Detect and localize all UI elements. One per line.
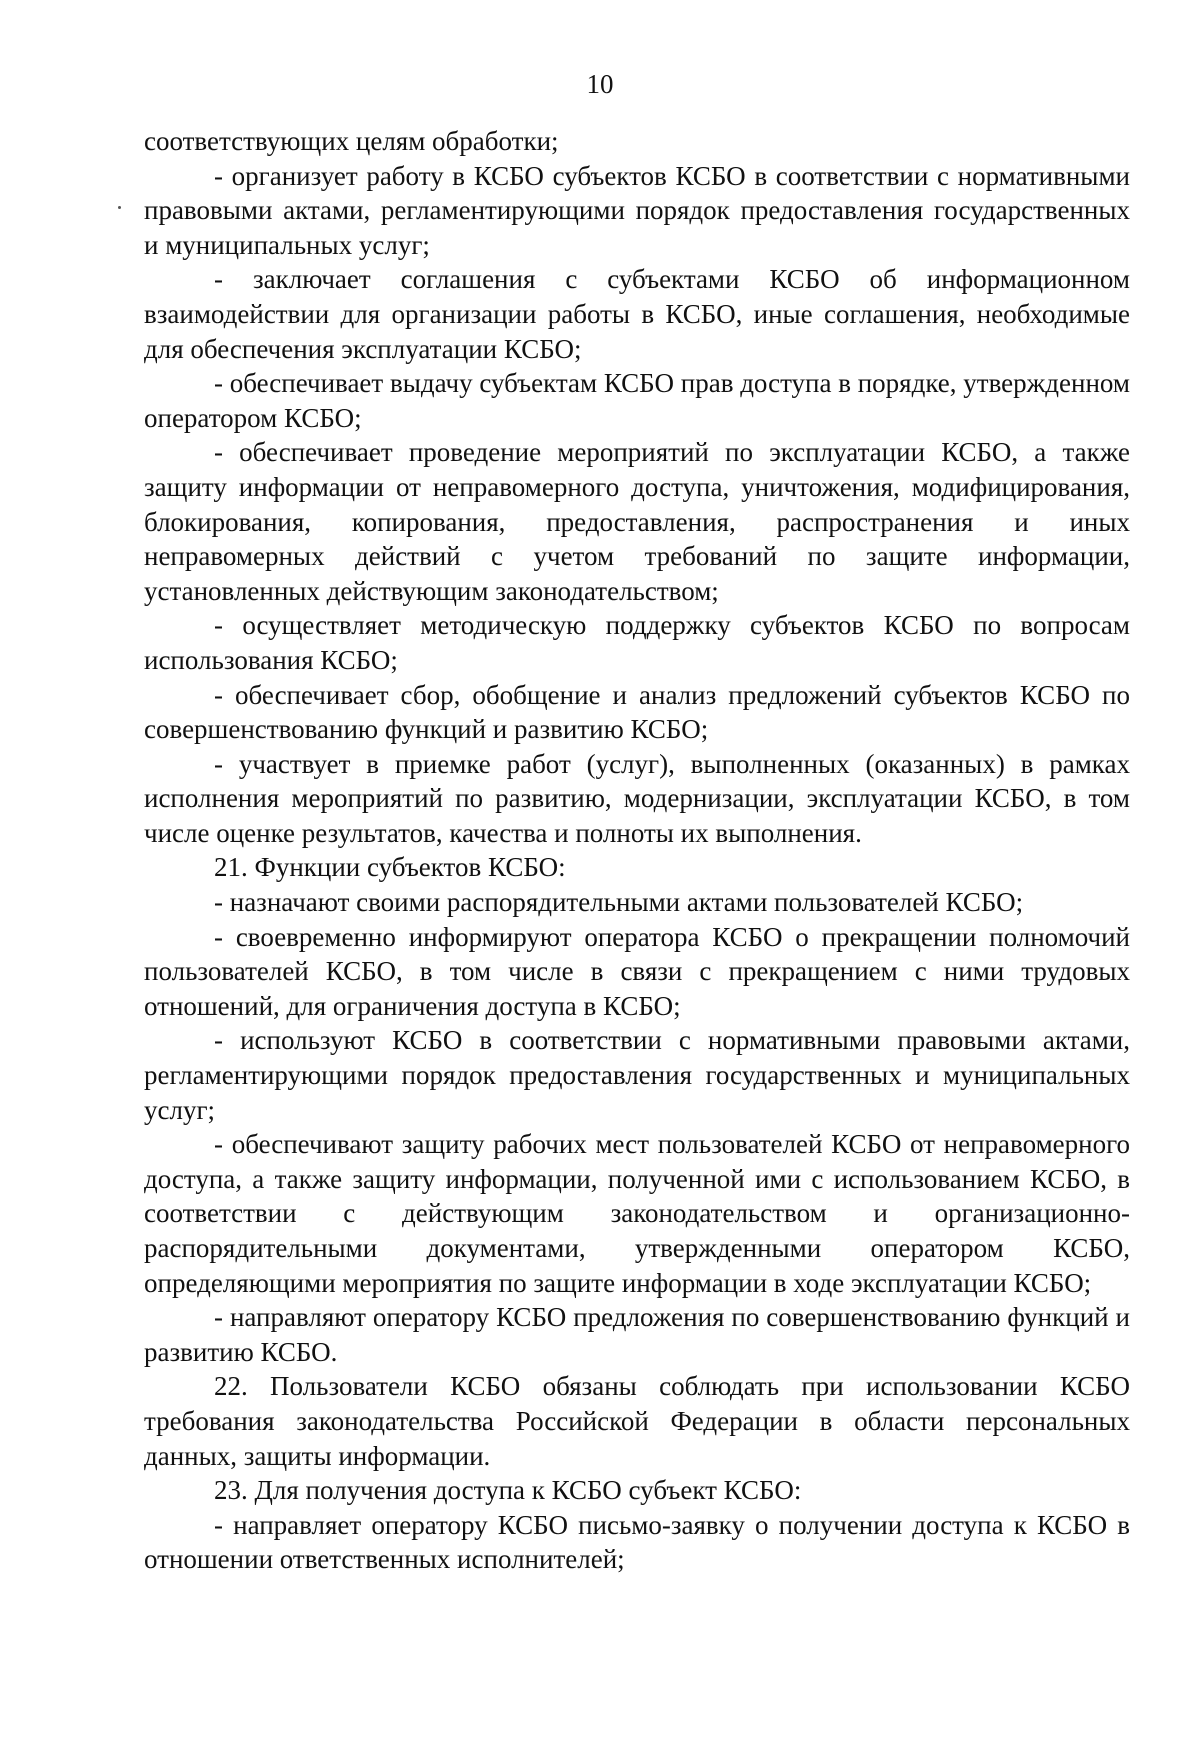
paragraph: - обеспечивают защиту рабочих мест пользователей КСБО от неправомерного доступа, а также защиту информации, полученной ими с использованием КСБО, в соответствии с действующим законодательством и организационно-распорядительными документами, утвержденными оператором КСБО, определяющими мероприятия по защите информации в ходе эксплуатации КСБО; — [144, 1129, 1130, 1298]
paragraph: 21. Функции субъектов КСБО: — [214, 852, 566, 883]
paragraph: 22. Пользователи КСБО обязаны соблюдать при использовании КСБО требования законодательства Российской Федерации в области персональных данных, защиты информации. — [144, 1371, 1130, 1471]
paragraph: - участвует в приемке работ (услуг), выполненных (оказанных) в рамках исполнения мероприятий по развитию, модернизации, эксплуатации КСБО, в том числе оценке результатов, качества и полноты их выполнения. — [144, 748, 1130, 848]
paragraph: - используют КСБО в соответствии с нормативными правовыми актами, регламентирующими порядок предоставления государственных и муниципальных услуг; — [144, 1025, 1130, 1125]
paragraph: - направляет оператору КСБО письмо-заявку о получении доступа к КСБО в отношении ответственных исполнителей; — [144, 1509, 1130, 1575]
paragraph: соответствующих целям обработки; — [144, 126, 559, 156]
paragraph: - осуществляет методическую поддержку субъектов КСБО по вопросам использования КСБО; — [144, 610, 1130, 675]
paragraph: - заключает соглашения с субъектами КСБО об информационном взаимодействии для организации работы в КСБО, иные соглашения, необходимые для обеспечения эксплуатации КСБО; — [144, 264, 1130, 364]
paragraph: - обеспечивает проведение мероприятий по эксплуатации КСБО, а также защиту информации от неправомерного доступа, уничтожения, модифицирования, блокирования, копирования, предоставления, распространения и иных неправомерных действий с учетом требований по защите информации, установленных действующим законодательством; — [144, 437, 1130, 606]
paragraph: - обеспечивает сбор, обобщение и анализ предложений субъектов КСБО по совершенствованию функций и развитию КСБО; — [144, 679, 1130, 745]
document-body — [144, 124, 1130, 1577]
paragraph: - направляют оператору КСБО предложения по совершенствованию функций и развитию КСБО. — [144, 1302, 1130, 1367]
paragraph: - назначают своими распорядительными актами пользователей КСБО; — [214, 887, 1024, 918]
paragraph: 23. Для получения доступа к КСБО субъект КСБО: — [214, 1475, 802, 1506]
paragraph: - обеспечивает выдачу субъектам КСБО прав доступа в порядке, утвержденном оператором КСБО; — [144, 368, 1130, 433]
paragraph: - своевременно информируют оператора КСБО о прекращении полномочий пользователей КСБО, в том числе в связи с прекращением с ними трудовых отношений, для ограничения доступа в КСБО; — [144, 921, 1130, 1021]
scan-speck — [118, 206, 121, 209]
page-number: 10 — [586, 69, 614, 99]
paragraph: - организует работу в КСБО субъектов КСБО в соответствии с нормативными правовыми актами, регламентирующими порядок предоставления государственных и муниципальных услуг; — [144, 160, 1130, 260]
